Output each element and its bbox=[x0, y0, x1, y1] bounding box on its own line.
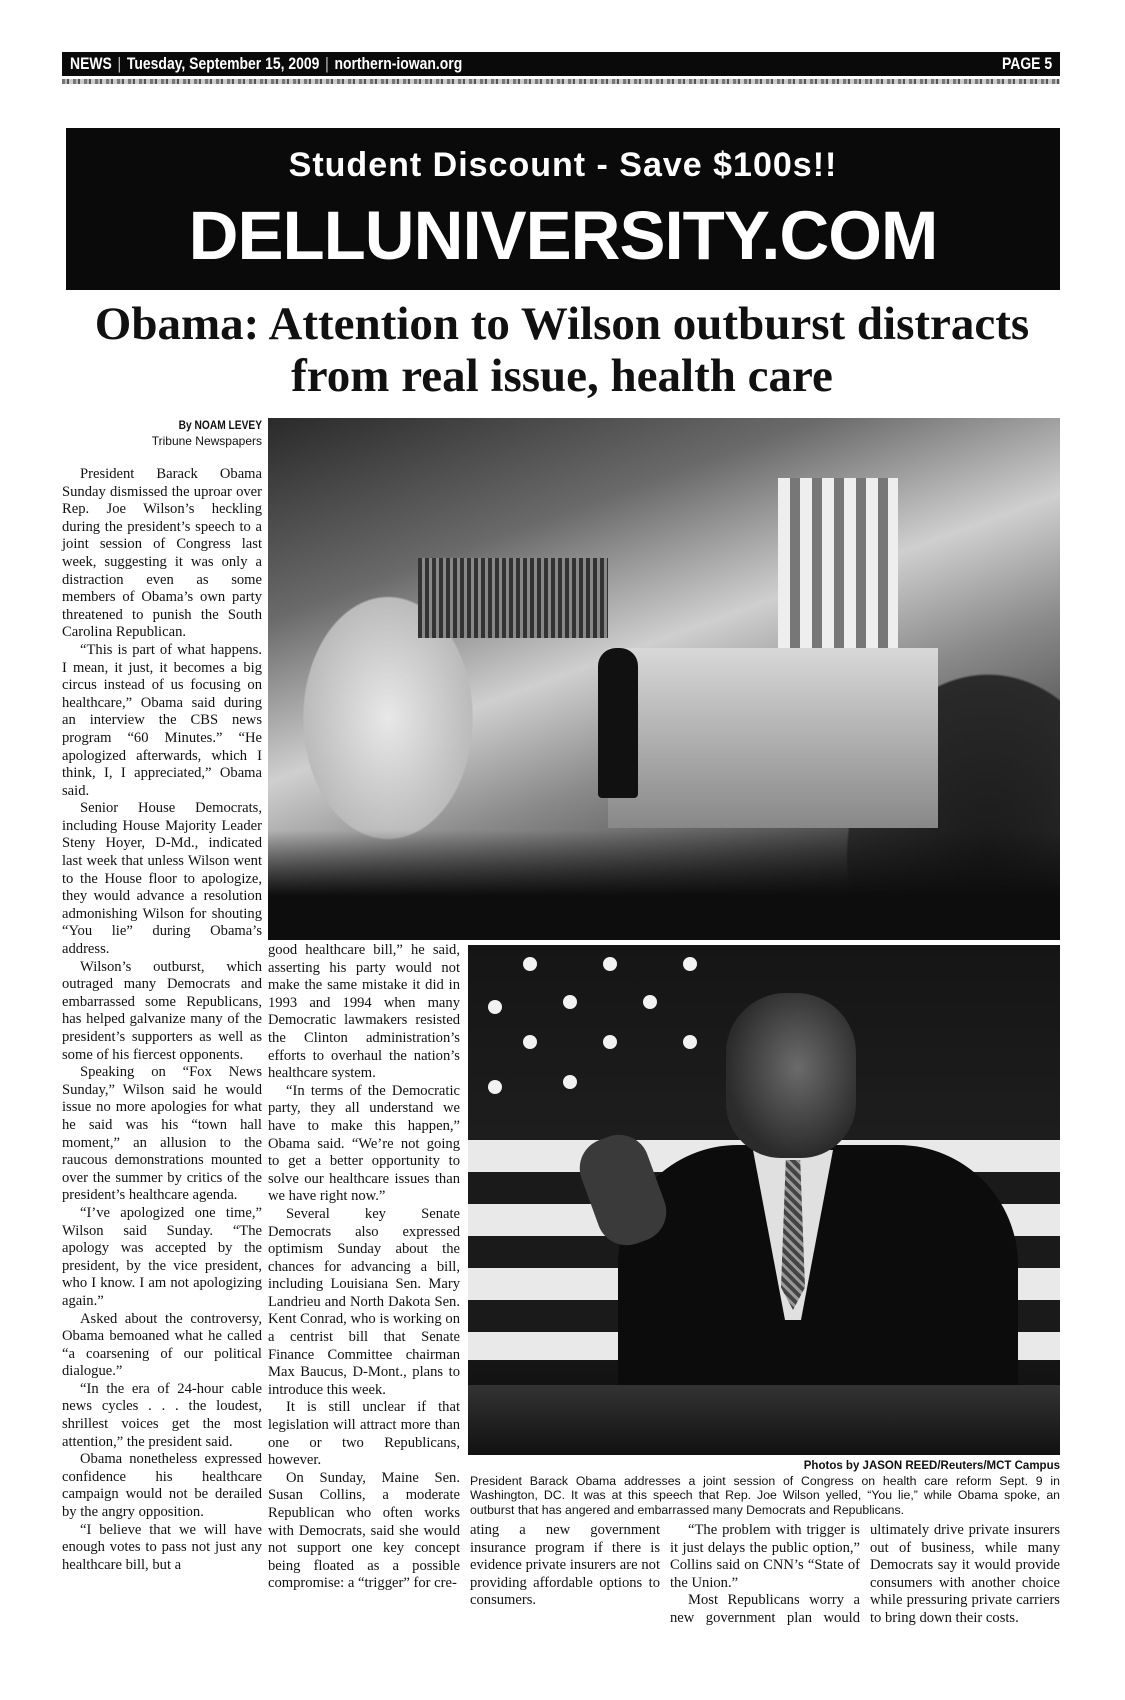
paragraph: Obama nonetheless expressed confidence his healthcare campaign would not be derailed by the angry opposition. bbox=[62, 1451, 262, 1521]
paragraph: “I believe that we will have enough votes to pass not just any healthcare bill, but a bbox=[62, 1521, 262, 1573]
photo-podium bbox=[468, 1385, 1060, 1455]
paragraph: “I’ve apologized one time,” Wilson said Sunday. “The apology was accepted by the president, by the vice president, who I know. I am not apologizing again.” bbox=[62, 1204, 262, 1309]
paragraph: It is still unclear if that legislation will attract more than one or two Republicans, however. bbox=[268, 1399, 460, 1469]
photo-flag-star bbox=[683, 957, 697, 971]
photo-flag-star bbox=[643, 995, 657, 1009]
page-header-bar bbox=[62, 52, 1060, 76]
separator: | bbox=[325, 54, 329, 73]
paragraph: good healthcare bill,” he said, asserting his party would not make the same mistake it did in 1993 and 1994 when many Democratic lawmakers resisted the Clinton administration’s efforts to overhaul the nation’s healthcare system. bbox=[268, 942, 460, 1082]
ad-tagline: Student Discount - Save $100s!! bbox=[288, 146, 838, 184]
photo-flag-star bbox=[523, 957, 537, 971]
photo-flag-star bbox=[523, 1035, 537, 1049]
paragraph: “The problem with trigger is it just delays the public option,” Collins said on CNN’s “State of the Union.” bbox=[670, 1522, 860, 1591]
paragraph: President Barack Obama Sunday dismissed the uproar over Rep. Joe Wilson’s heckling during the president’s speech to a joint session of Congress last week, suggesting it was only a distraction even as some members of Obama’s own party threatened to punish the South Carolina Republican. bbox=[62, 466, 262, 641]
paragraph: Asked about the controversy, Obama bemoaned what he called “a coarsening of our political dialogue.” bbox=[62, 1310, 262, 1380]
photo-flag-star bbox=[603, 1035, 617, 1049]
article-column-1 bbox=[62, 466, 262, 1574]
author-organization: Tribune Newspapers bbox=[151, 434, 262, 448]
photo-obama-speaking bbox=[468, 945, 1060, 1455]
byline bbox=[62, 418, 262, 448]
photo-congress-chamber bbox=[268, 418, 1060, 940]
photo-flag-star bbox=[603, 957, 617, 971]
photo-credit: Photos by JASON REED/Reuters/MCT Campus bbox=[803, 1460, 1060, 1472]
photo-flag-star bbox=[488, 1080, 502, 1094]
photo-flag-star bbox=[563, 995, 577, 1009]
advertisement-banner bbox=[66, 128, 1060, 290]
paragraph: “In terms of the Democratic party, they all understand we have to make this happen,” Obama said. “We’re not going to get a better opportunity to solve our healthcare issues than we have right now.” bbox=[268, 1082, 460, 1205]
paragraph: Most Republicans worry a new government plan would ultimately drive private insurers out of business, while many Democrats say it would provide consumers with another choice while pressuring private carriers to bring down their costs. bbox=[670, 1522, 1060, 1626]
photo-foreground bbox=[268, 830, 1060, 940]
paragraph: “This is part of what happens. I mean, it just, it becomes a big circus instead of us focusing on healthcare,” Obama said during an interview the CBS news program “60 Minutes.” “He apologized afterwards, which I think, I, I appreciated,” Obama said. bbox=[62, 641, 262, 799]
photo-caption: President Barack Obama addresses a joint session of Congress on health care reform Sept. 9 in Washington, DC. It was at this speech that Rep. Joe Wilson yelled, “You lie,” while Obama spoke, an outburst that has angered and embarrassed many Democrats and Republicans. bbox=[470, 1474, 1060, 1517]
ad-brand: DELLUNIVERSITY.COM bbox=[188, 197, 938, 274]
paragraph: Speaking on “Fox News Sunday,” Wilson said he would issue no more apologies for what he said was his “town hall moment,” an allusion to the raucous demonstrations mounted over the summer by critics of the president’s healthcare agenda. bbox=[62, 1064, 262, 1204]
page-number: PAGE 5 bbox=[1001, 54, 1052, 73]
paragraph: Several key Senate Democrats also expressed optimism Sunday about the chances for advancing a bill, including Louisiana Sen. Mary Landrieu and North Dakota Sen. Kent Conrad, who is working on a centrist bill that Senate Finance Committee chairman Max Baucus, D-Mont., plans to introduce this week. bbox=[268, 1205, 460, 1398]
section-label: NEWS bbox=[70, 54, 112, 73]
photo-head bbox=[726, 993, 856, 1158]
article-column-2 bbox=[268, 942, 460, 1593]
photo-flag-star bbox=[488, 1000, 502, 1014]
paragraph: On Sunday, Maine Sen. Susan Collins, a moderate Republican who often works with Democrats, said she would not support one key concept being floated as a possible compromise: a “trigger” for cre- bbox=[268, 1469, 460, 1592]
paragraph: “In the era of 24-hour cable news cycles . . . the loudest, shrillest voices get the most attention,” the president said. bbox=[62, 1380, 262, 1450]
paragraph: Wilson’s outburst, which outraged many Democrats and embarrassed some Republicans, has helped galvanize many of the president’s supporters as well as some of his fiercest opponents. bbox=[62, 958, 262, 1063]
photo-flag bbox=[778, 478, 898, 648]
article-bottom-columns bbox=[470, 1522, 1060, 1628]
photo-rostrum bbox=[608, 648, 938, 828]
paragraph: ating a new government insurance program if there is evidence private insurers are not providing affordable options to consumers. bbox=[470, 1522, 660, 1609]
photo-gallery-crowd bbox=[418, 558, 608, 638]
paragraph: Senior House Democrats, including House Majority Leader Steny Hoyer, D-Md., indicated last week that unless Wilson went to the House floor to apologize, they would advance a resolution admonishing Wilson for shouting “You lie” during Obama’s address. bbox=[62, 800, 262, 958]
photo-flag-star bbox=[563, 1075, 577, 1089]
photo-president-figure bbox=[598, 648, 638, 798]
issue-date: Tuesday, September 15, 2009 bbox=[126, 54, 320, 73]
separator: | bbox=[117, 54, 122, 73]
article-headline: Obama: Attention to Wilson outburst distracts from real issue, health care bbox=[94, 298, 1030, 402]
site-url: northern-iowan.org bbox=[334, 54, 463, 73]
header-rule bbox=[62, 79, 1060, 84]
photo-flag-star bbox=[683, 1035, 697, 1049]
author-name: By NOAM LEVEY bbox=[178, 418, 262, 432]
